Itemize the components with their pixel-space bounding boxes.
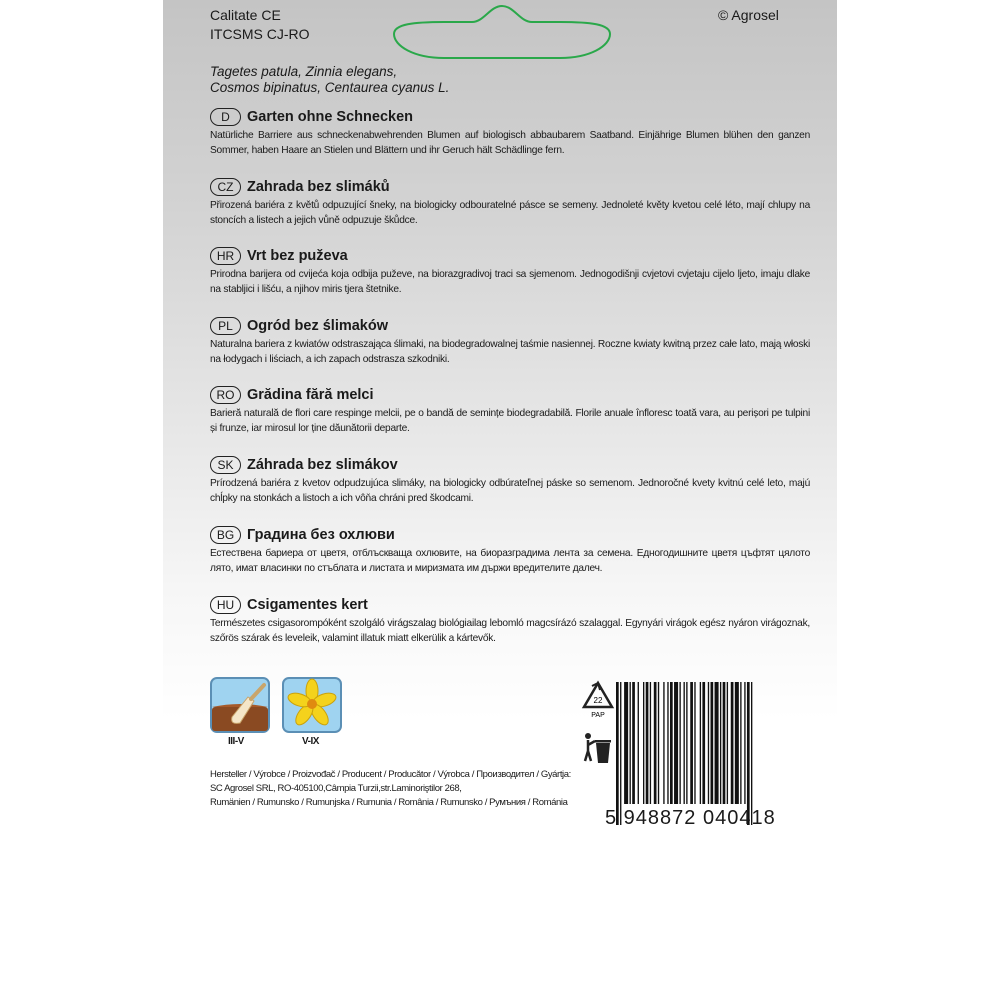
language-code: HU [210,596,241,614]
section-sk [210,455,810,506]
species-line-2: Cosmos bipinatus, Centaurea cyanus L. [210,80,450,95]
species-list [210,64,449,96]
hang-hole-outline [384,2,620,62]
section-de [210,107,810,158]
section-text: Természetes csigasorompóként szolgáló virágszalag biológiailag lebomló magcsírázó szalaggal. Egynyári virágok egész nyáron virágoznak, szőrös szárak és leveleik, valamint illatuk miatt elkerülik a kártevők. [210,618,810,644]
sowing-period: III-V [228,736,244,747]
section-title: Ogród bez ślimaków [247,318,388,334]
section-text: Естествена бариера от цветя, отблъскваща охлювите, на биоразградима лента за семена. Едногодишните цветя цъфтят цялото лято, имат власинки по стъблата и листата и миризмата им държи вредителите далеч. [210,548,810,574]
section-text: Přirozená bariéra z květů odpuzující šneky, na biologicky odbouratelné pásce se semeny. Jednoleté květy kvetou celé léto, mají chlupy na stoncích a listech a jejich vůně odpuzuje škůdce. [210,200,810,226]
recycle-material: PAP [591,712,605,719]
manufacturer-line-2: SC Agrosel SRL, RO-405100,Câmpia Turzii,str.Laminoriştilor 268, [210,783,462,794]
flowering-period: V-IX [302,736,319,747]
section-cz [210,177,810,228]
section-title: Vrt bez puževa [247,248,348,264]
section-title: Zahrada bez slimáků [247,179,390,195]
language-code: PL [210,317,241,335]
quality-certification [210,6,310,44]
barcode-number: 5 948872 040418 [605,807,776,829]
sowing-trowel-icon [210,677,270,733]
section-title: Csigamentes kert [247,597,368,613]
section-ro [210,385,810,436]
species-line-1: Tagetes patula, Zinnia elegans, [210,64,398,79]
quality-line-2: ITCSMS CJ-RO [210,26,310,42]
section-title: Grădina fără melci [247,387,374,403]
language-code: CZ [210,178,241,196]
section-hu [210,595,810,646]
section-pl [210,316,810,367]
section-text: Naturalna bariera z kwiatów odstraszająca ślimaki, na biodegradowalnej taśmie nasiennej. Roczne kwiaty kwitną przez całe lato, mają włoski na łodygach i liściach, a ich zapach odstrasza szkodniki. [210,339,810,365]
copyright: © Agrosel [718,7,779,23]
language-code: SK [210,456,241,474]
section-text: Barieră naturală de flori care respinge melcii, pe o bandă de semințe biodegradabilă. Florile anuale înfloresc toată vara, au perișori pe tulpini și frunze, iar mirosul lor ține dăunătorii departe. [210,408,810,434]
section-title: Záhrada bez slimákov [247,457,398,473]
section-bg [210,525,810,576]
section-text: Prírodzená bariéra z kvetov odpudzujúca slimáky, na biologicky odbúrateľnej páske so semenom. Jednoročné kvety kvitnú celé leto, majú chĺpky na stonkách a listoch a ich vôňa chráni pred škodcami. [210,478,810,504]
flower-icon [282,677,342,733]
section-text: Prirodna barijera od cvijeća koja odbija puževe, na biorazgradivoj traci sa sjemenom. Jednogodišnji cvjetovi cvjetaju cijelo ljeto, imaju dlake na stabljici i lišću, a njihov miris tjera štetnike. [210,269,810,295]
language-code: RO [210,386,241,404]
manufacturer-line-1: Hersteller / Výrobce / Proizvođač / Producent / Producător / Výrobca / Производител / Gyártja: [210,769,571,780]
manufacturer-line-3: Rumänien / Rumunsko / Rumunjska / Rumunia / România / Rumunsko / Румъния / Románia [210,797,568,808]
section-text: Natürliche Barriere aus schneckenabwehrenden Blumen auf biologisch abbaubarem Saatband. Einjährige Blumen blühen den ganzen Sommer, haben Haare an Stielen und Blättern und ihr Geruch hält Schädlinge fern. [210,130,810,156]
language-code: D [210,108,241,126]
barcode [614,682,800,825]
section-title: Garten ohne Schnecken [247,109,413,125]
language-code: BG [210,526,241,544]
section-title: Градина без охлюви [247,527,395,543]
manufacturer-info [210,768,571,810]
recycle-code: 22 [593,696,603,705]
language-code: HR [210,247,241,265]
quality-line-1: Calitate CE [210,7,281,23]
section-hr [210,246,810,297]
recycle-icon [578,680,618,722]
tidyman-bin-icon [582,731,612,765]
